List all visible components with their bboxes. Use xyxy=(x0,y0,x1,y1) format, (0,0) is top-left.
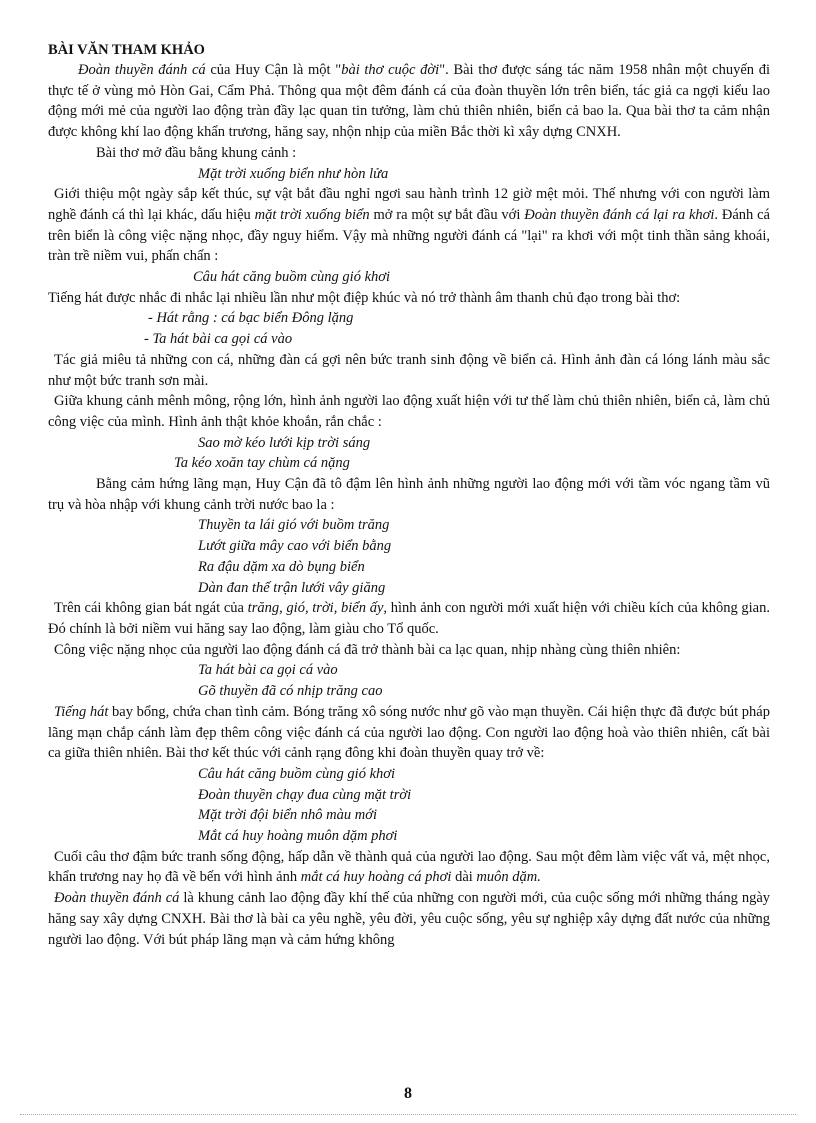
text-span: Cuối câu thơ đậm bức tranh sống động, hấp dẫn về thành quả của người lao động. Sau một đêm làm việc vất vả, mệt nhọc, khẩn trương nay họ đã về bến với hình ảnh xyxy=(48,848,770,886)
text-span: Giới thiệu một ngày sắp kết thúc, sự vật bắt đầu nghỉ ngơi sau hành trình 12 giờ mệt mỏi. Thế nhưng với con người làm nghề đánh cá thì lại khác, dấu hiệu xyxy=(48,186,770,223)
poem-title: Đoàn thuyền đánh cá xyxy=(78,62,206,78)
paragraph-10 xyxy=(48,702,770,764)
verse-line: - Ta hát bài ca gọi cá vào xyxy=(144,331,293,348)
page-border-divider xyxy=(20,1114,796,1115)
text-span: , hình ảnh con người mới xuất hiện với chiều kích của không gian. Đó chính là bởi niềm vui hăng say lao động, làm giàu cho Tổ quốc. xyxy=(48,600,770,637)
text-span: Trên cái không gian bát ngát của xyxy=(54,600,248,617)
verse-line: Dàn đan thế trận lưới vây giăng xyxy=(198,579,386,596)
text-span: dài xyxy=(451,869,477,886)
verse-line: Lướt giữa mây cao với biển bằng xyxy=(198,538,392,555)
quote-italic: Đoàn thuyền đánh cá lại ra khơi xyxy=(524,206,715,223)
quote-italic: muôn dặm. xyxy=(476,869,541,886)
text-span: mở ra một sự bắt đầu với xyxy=(369,206,525,223)
quote-italic: Tiếng hát xyxy=(54,703,109,720)
verse-line: Sao mờ kéo lưới kịp trời sáng xyxy=(198,434,371,451)
paragraph-12 xyxy=(48,888,770,950)
paragraph-5: Tác giả miêu tả những con cá, những đàn cá gợi nên bức tranh sinh động về biển cả. Hình ảnh đàn cá lóng lánh màu sắc như một bức tranh sơn mài. xyxy=(48,351,770,389)
paragraph-2: Bài thơ mở đầu bằng khung cảnh : xyxy=(96,144,297,161)
poem-title: Đoàn thuyền đánh cá xyxy=(54,890,180,907)
verse-line: Đoàn thuyền chạy đua cùng mặt trời xyxy=(198,786,412,803)
paragraph-3 xyxy=(48,184,770,267)
text-span: của Huy Cận là một " xyxy=(205,62,342,78)
text-span: ". Bài thơ được sáng tác năm 1958 nhân một chuyến đi thực tế ở vùng mỏ Hòn Gai, Cẩm Phả. Thông qua một đêm đánh cá của đoàn thuyền lớn trên biển, tác giả ca ngợi kiểu lao động mới mẻ của người lao động tràn đầy lạc quan tin tưởng, làm chủ thiên nhiên, biển cả bao la. Qua bài thơ ta cảm nhận được không khí lao động khẩn trương, hăng say, nhộn nhịp của miền Bắc thời kì xây dựng CNXH. xyxy=(48,62,770,141)
paragraph-8 xyxy=(48,598,770,639)
paragraph-7: Bằng cảm hứng lãng mạn, Huy Cận đã tô đậm lên hình ảnh những người lao động mới với tầm vóc ngang tầm vũ trụ và hòa nhập với khung cảnh trời nước bao la : xyxy=(48,476,770,513)
verse-line: Câu hát căng buồm cùng gió khơi xyxy=(198,765,396,782)
verse-line: Mặt trời đội biển nhô màu mới xyxy=(198,807,377,824)
page-number: 8 xyxy=(404,1085,412,1102)
verse-line: Mắt cá huy hoàng muôn dặm phơi xyxy=(198,828,398,845)
quote-italic: mặt trời xuống biển xyxy=(254,206,370,223)
paragraph-intro xyxy=(48,60,770,143)
paragraph-4: Tiếng hát được nhắc đi nhắc lại nhiều lần như một điệp khúc và nó trở thành âm thanh chủ đạo trong bài thơ: xyxy=(48,289,681,306)
paragraph-9: Công việc nặng nhọc của người lao động đánh cá đã trở thành bài ca lạc quan, nhịp nhàng cùng thiên nhiên: xyxy=(54,641,681,658)
section-title: BÀI VĂN THAM KHẢO xyxy=(48,42,205,58)
quote-italic: mắt cá huy hoàng cá phơi xyxy=(300,869,452,886)
verse-line: - Hát rằng : cá bạc biển Đông lặng xyxy=(148,310,354,327)
paragraph-6: Giữa khung cảnh mênh mông, rộng lớn, hình ảnh người lao động xuất hiện với tư thế làm chủ thiên nhiên, biển cả, làm chủ công việc của mình. Hình ảnh thật khỏe khoắn, rắn chắc : xyxy=(48,393,770,430)
quote-italic: trăng, gió, trời, biển ấy xyxy=(247,600,384,617)
paragraph-11 xyxy=(48,847,770,888)
quote-italic: bài thơ cuộc đời xyxy=(341,62,440,78)
verse-line: Câu hát căng buồm cùng gió khơi xyxy=(193,269,391,286)
document-page xyxy=(48,40,770,950)
verse-line: Thuyền ta lái gió với buồm trăng xyxy=(198,517,390,534)
verse-line: Mặt trời xuống biển như hòn lửa xyxy=(198,165,389,182)
verse-line: Ra đậu dặm xa dò bụng biển xyxy=(198,558,365,575)
verse-line: Ta hát bài ca gọi cá vào xyxy=(198,662,338,679)
verse-line: Ta kéo xoăn tay chùm cá nặng xyxy=(174,455,350,472)
text-span: bay bổng, chứa chan tình cảm. Bóng trăng xô sóng nước như gõ vào mạn thuyền. Cái hiện thực đã được bút pháp lãng mạn chắp cánh làm đẹp thêm công việc đánh cá của người lao động. Con người lao động hoà vào thiên nhiên, cất bài ca giữa thiên nhiên. Bài thơ kết thúc với cảnh rạng đông khi đoàn thuyền quay trở về: xyxy=(48,703,770,762)
verse-line: Gõ thuyền đã có nhịp trăng cao xyxy=(198,683,383,700)
text-span: . Đánh cá trên biển là công việc nặng nhọc, đầy nguy hiểm. Vậy mà những người đánh cá "lại" ra khơi với một tinh thần sảng khoái, tràn trề niềm vui, phấn chấn : xyxy=(48,206,770,265)
text-span: là khung cảnh lao động đầy khí thế của những con người mới, của cuộc sống mới những tháng ngày hăng say xây dựng CNXH. Bài thơ là bài ca yêu nghề, yêu đời, yêu cuộc sống, yêu sự nghiệp xây dựng đất nước của những người lao động. Với bút pháp lãng mạn và cảm hứng không xyxy=(48,890,771,948)
